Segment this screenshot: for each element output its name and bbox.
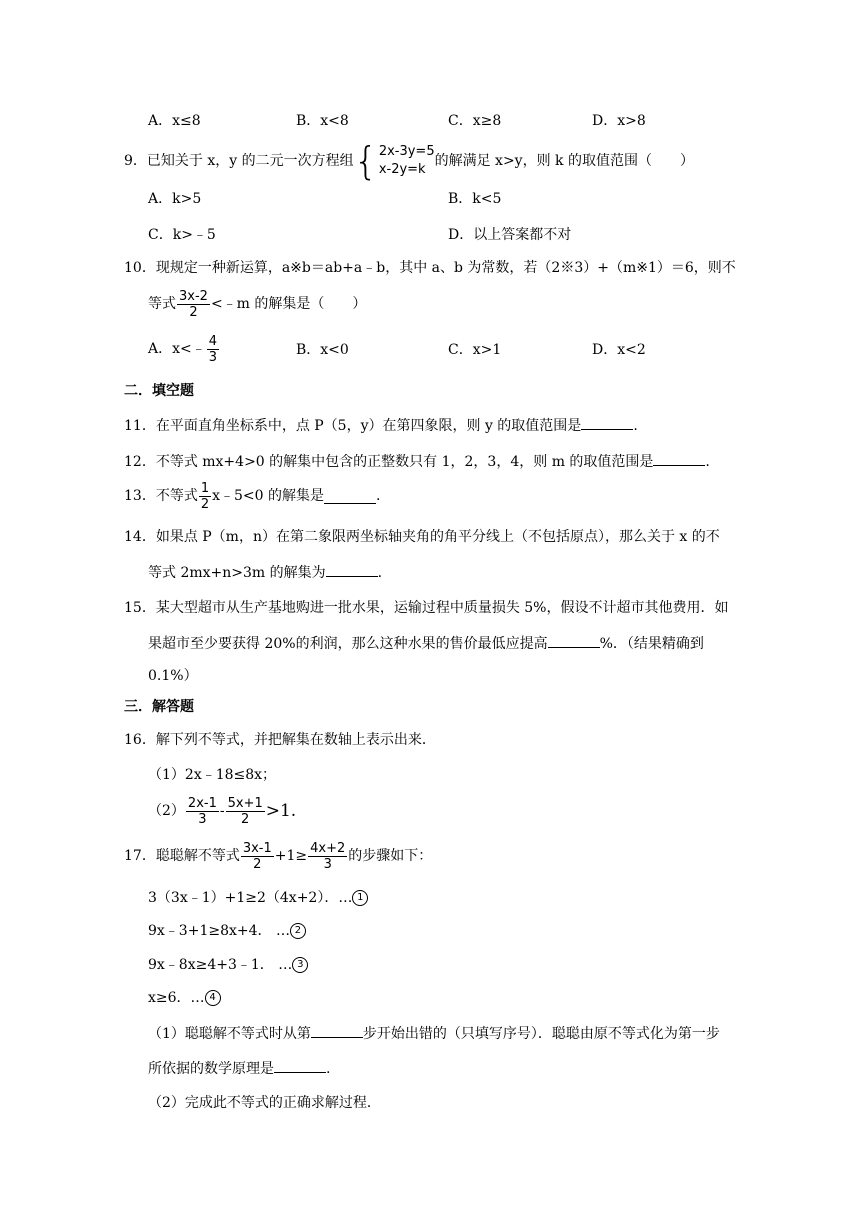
q13-suffix: x﹣5<0 的解集是 bbox=[212, 488, 324, 504]
q14-line2-text: 等式 2mx+n>3m 的解集为 bbox=[148, 565, 326, 581]
q16-fraction-2 bbox=[226, 796, 265, 827]
q16-part2-prefix: （2） bbox=[148, 803, 185, 819]
q10-line2-prefix: 等式 bbox=[148, 296, 176, 312]
q17-fraction-1 bbox=[241, 841, 274, 872]
section-heading-solutions: 三．解答题 bbox=[124, 699, 194, 715]
q17-sub1-suffix: 步开始出错的（只填写序号）．聪聪由原不等式化为第一步 bbox=[362, 1026, 720, 1042]
question-13 bbox=[124, 476, 380, 516]
question-9 bbox=[124, 140, 694, 182]
q17-sub1-line-1 bbox=[148, 1023, 720, 1044]
fraction-denominator: 3 bbox=[323, 856, 332, 872]
q10-option-d: D．x<2 bbox=[592, 342, 646, 358]
q16-fraction-1 bbox=[186, 796, 219, 827]
fraction-denominator: 3 bbox=[198, 811, 207, 827]
fraction-numerator: 4x+2 bbox=[310, 840, 346, 856]
q15-line-2 bbox=[148, 633, 704, 654]
q15-line-1: 15．某大型超市从生产基地购进一批水果，运输过程中质量损失 5%，假设不计超市其他费用．如 bbox=[124, 600, 729, 616]
step-text: x≥6．… bbox=[148, 990, 205, 1006]
q8-option-b: B．x<8 bbox=[296, 113, 349, 129]
answer-blank[interactable] bbox=[311, 1023, 363, 1038]
question-11 bbox=[124, 415, 638, 436]
circled-number-2: 2 bbox=[290, 923, 306, 939]
q16-part2-suffix: >1. bbox=[265, 801, 297, 821]
fraction-denominator: 2 bbox=[200, 496, 210, 512]
circled-number-3: 3 bbox=[292, 957, 308, 973]
step-text: 3（3x﹣1）+1≥2（4x+2）．… bbox=[148, 890, 353, 906]
q13-prefix: 13．不等式 bbox=[124, 488, 198, 504]
fraction-denominator: 2 bbox=[189, 304, 198, 320]
brace-symbol: { bbox=[353, 139, 378, 183]
q10-option-c: C．x>1 bbox=[448, 342, 502, 358]
q10-line-2 bbox=[148, 284, 366, 324]
q17-sub1-prefix: （1）聪聪解不等式时从第 bbox=[148, 1026, 311, 1042]
fraction-denominator: 3 bbox=[208, 349, 218, 365]
q10-option-a bbox=[148, 329, 220, 369]
answer-blank[interactable] bbox=[581, 415, 633, 430]
circled-number-4: 4 bbox=[205, 990, 221, 1006]
fraction-numerator: 1 bbox=[200, 480, 210, 496]
q17-sub1-end: . bbox=[326, 1061, 331, 1077]
q9-option-d: D．以上答案都不对 bbox=[448, 227, 572, 243]
q13-fraction bbox=[199, 481, 211, 512]
q10-line2-suffix: <﹣m 的解集是（ ） bbox=[210, 296, 367, 312]
q17-step-3 bbox=[148, 955, 308, 975]
fraction-numerator: 2x-1 bbox=[187, 795, 217, 811]
q8-option-a: A．x≤8 bbox=[148, 113, 201, 129]
q15-line2-prefix: 果超市至少要获得 20%的利润，那么这种水果的售价最低应提高 bbox=[148, 636, 548, 652]
equation-2: x-2y=k bbox=[378, 162, 426, 177]
q14-end: . bbox=[377, 565, 383, 581]
q14-line-1: 14．如果点 P（m，n）在第二象限两坐标轴夹角的角平分线上（不包括原点），那么关于 x 的不 bbox=[124, 529, 720, 545]
q9-suffix: 的解满足 x>y，则 k 的取值范围（ ） bbox=[434, 153, 694, 169]
fraction-denominator: 2 bbox=[253, 856, 262, 872]
q9-option-a: A．k>5 bbox=[148, 191, 202, 207]
answer-blank[interactable] bbox=[653, 451, 705, 466]
q12-end: . bbox=[705, 454, 710, 470]
q16-part-1: （1）2x﹣18≤8x； bbox=[148, 767, 277, 783]
step-text: 9x﹣8x≥4+3﹣1． … bbox=[148, 957, 293, 973]
answer-blank[interactable] bbox=[274, 1058, 326, 1073]
q17-step-1 bbox=[148, 888, 368, 908]
q11-end: . bbox=[633, 418, 638, 434]
minus-sign: - bbox=[219, 803, 225, 819]
q9-option-c: C．k>﹣5 bbox=[148, 227, 216, 243]
answer-blank[interactable] bbox=[326, 562, 378, 577]
q14-line-2 bbox=[148, 562, 382, 583]
q17-prefix: 17．聪聪解不等式 bbox=[124, 848, 240, 864]
q10-option-a-fraction bbox=[207, 334, 219, 365]
q17-step-4 bbox=[148, 988, 221, 1008]
q8-option-d: D．x>8 bbox=[592, 113, 646, 129]
equation-1: 2x-3y=5 bbox=[378, 144, 435, 159]
q17-mid: +1≥ bbox=[274, 848, 308, 864]
q17-step-2 bbox=[148, 921, 306, 941]
q15-line2-suffix: %．（结果精确到 bbox=[599, 636, 704, 652]
q9-prefix: 9．已知关于 x，y 的二元一次方程组 bbox=[124, 153, 354, 169]
q17-suffix: 的步骤如下： bbox=[348, 848, 433, 864]
circled-number-1: 1 bbox=[352, 890, 368, 906]
fraction-numerator: 4 bbox=[208, 333, 218, 349]
fraction-numerator: 5x+1 bbox=[227, 795, 263, 811]
fraction-numerator: 3x-2 bbox=[179, 288, 208, 304]
q17-sub1-line-2 bbox=[148, 1058, 330, 1079]
q17-sub1-line2-prefix: 所依据的数学原理是 bbox=[148, 1061, 274, 1077]
question-17 bbox=[124, 836, 432, 876]
q17-fraction-2 bbox=[308, 841, 347, 872]
q8-option-c: C．x≥8 bbox=[448, 113, 502, 129]
question-12 bbox=[124, 451, 710, 472]
q10-fraction bbox=[177, 289, 210, 320]
q10-option-a-prefix: A．x<﹣ bbox=[148, 341, 206, 357]
q12-text: 12．不等式 mx+4>0 的解集中包含的正整数只有 1，2，3，4，则 m 的取值范围是 bbox=[124, 454, 654, 470]
step-text: 9x﹣3+1≥8x+4． … bbox=[148, 923, 290, 939]
q15-line-3: 0.1%） bbox=[148, 668, 198, 684]
equation-system bbox=[353, 139, 435, 183]
q13-end: . bbox=[376, 488, 381, 504]
q16-part-2 bbox=[148, 790, 296, 832]
fraction-denominator: 2 bbox=[241, 811, 250, 827]
answer-blank[interactable] bbox=[548, 633, 600, 648]
q9-option-b: B．k<5 bbox=[448, 191, 502, 207]
q10-option-b: B．x<0 bbox=[296, 342, 349, 358]
answer-blank[interactable] bbox=[324, 489, 376, 504]
q16-title: 16．解下列不等式，并把解集在数轴上表示出来． bbox=[124, 732, 436, 748]
q17-sub2: （2）完成此不等式的正确求解过程． bbox=[148, 1095, 381, 1111]
q11-text: 11．在平面直角坐标系中，点 P（5，y）在第四象限，则 y 的取值范围是 bbox=[124, 418, 582, 434]
fraction-numerator: 3x-1 bbox=[242, 840, 272, 856]
q10-line-1: 10．现规定一种新运算，a※b＝ab+a﹣b，其中 a、b 为常数，若（2※3）+（m※1）＝6，则不 bbox=[124, 260, 736, 276]
section-heading-fill-in: 二．填空题 bbox=[124, 383, 194, 399]
